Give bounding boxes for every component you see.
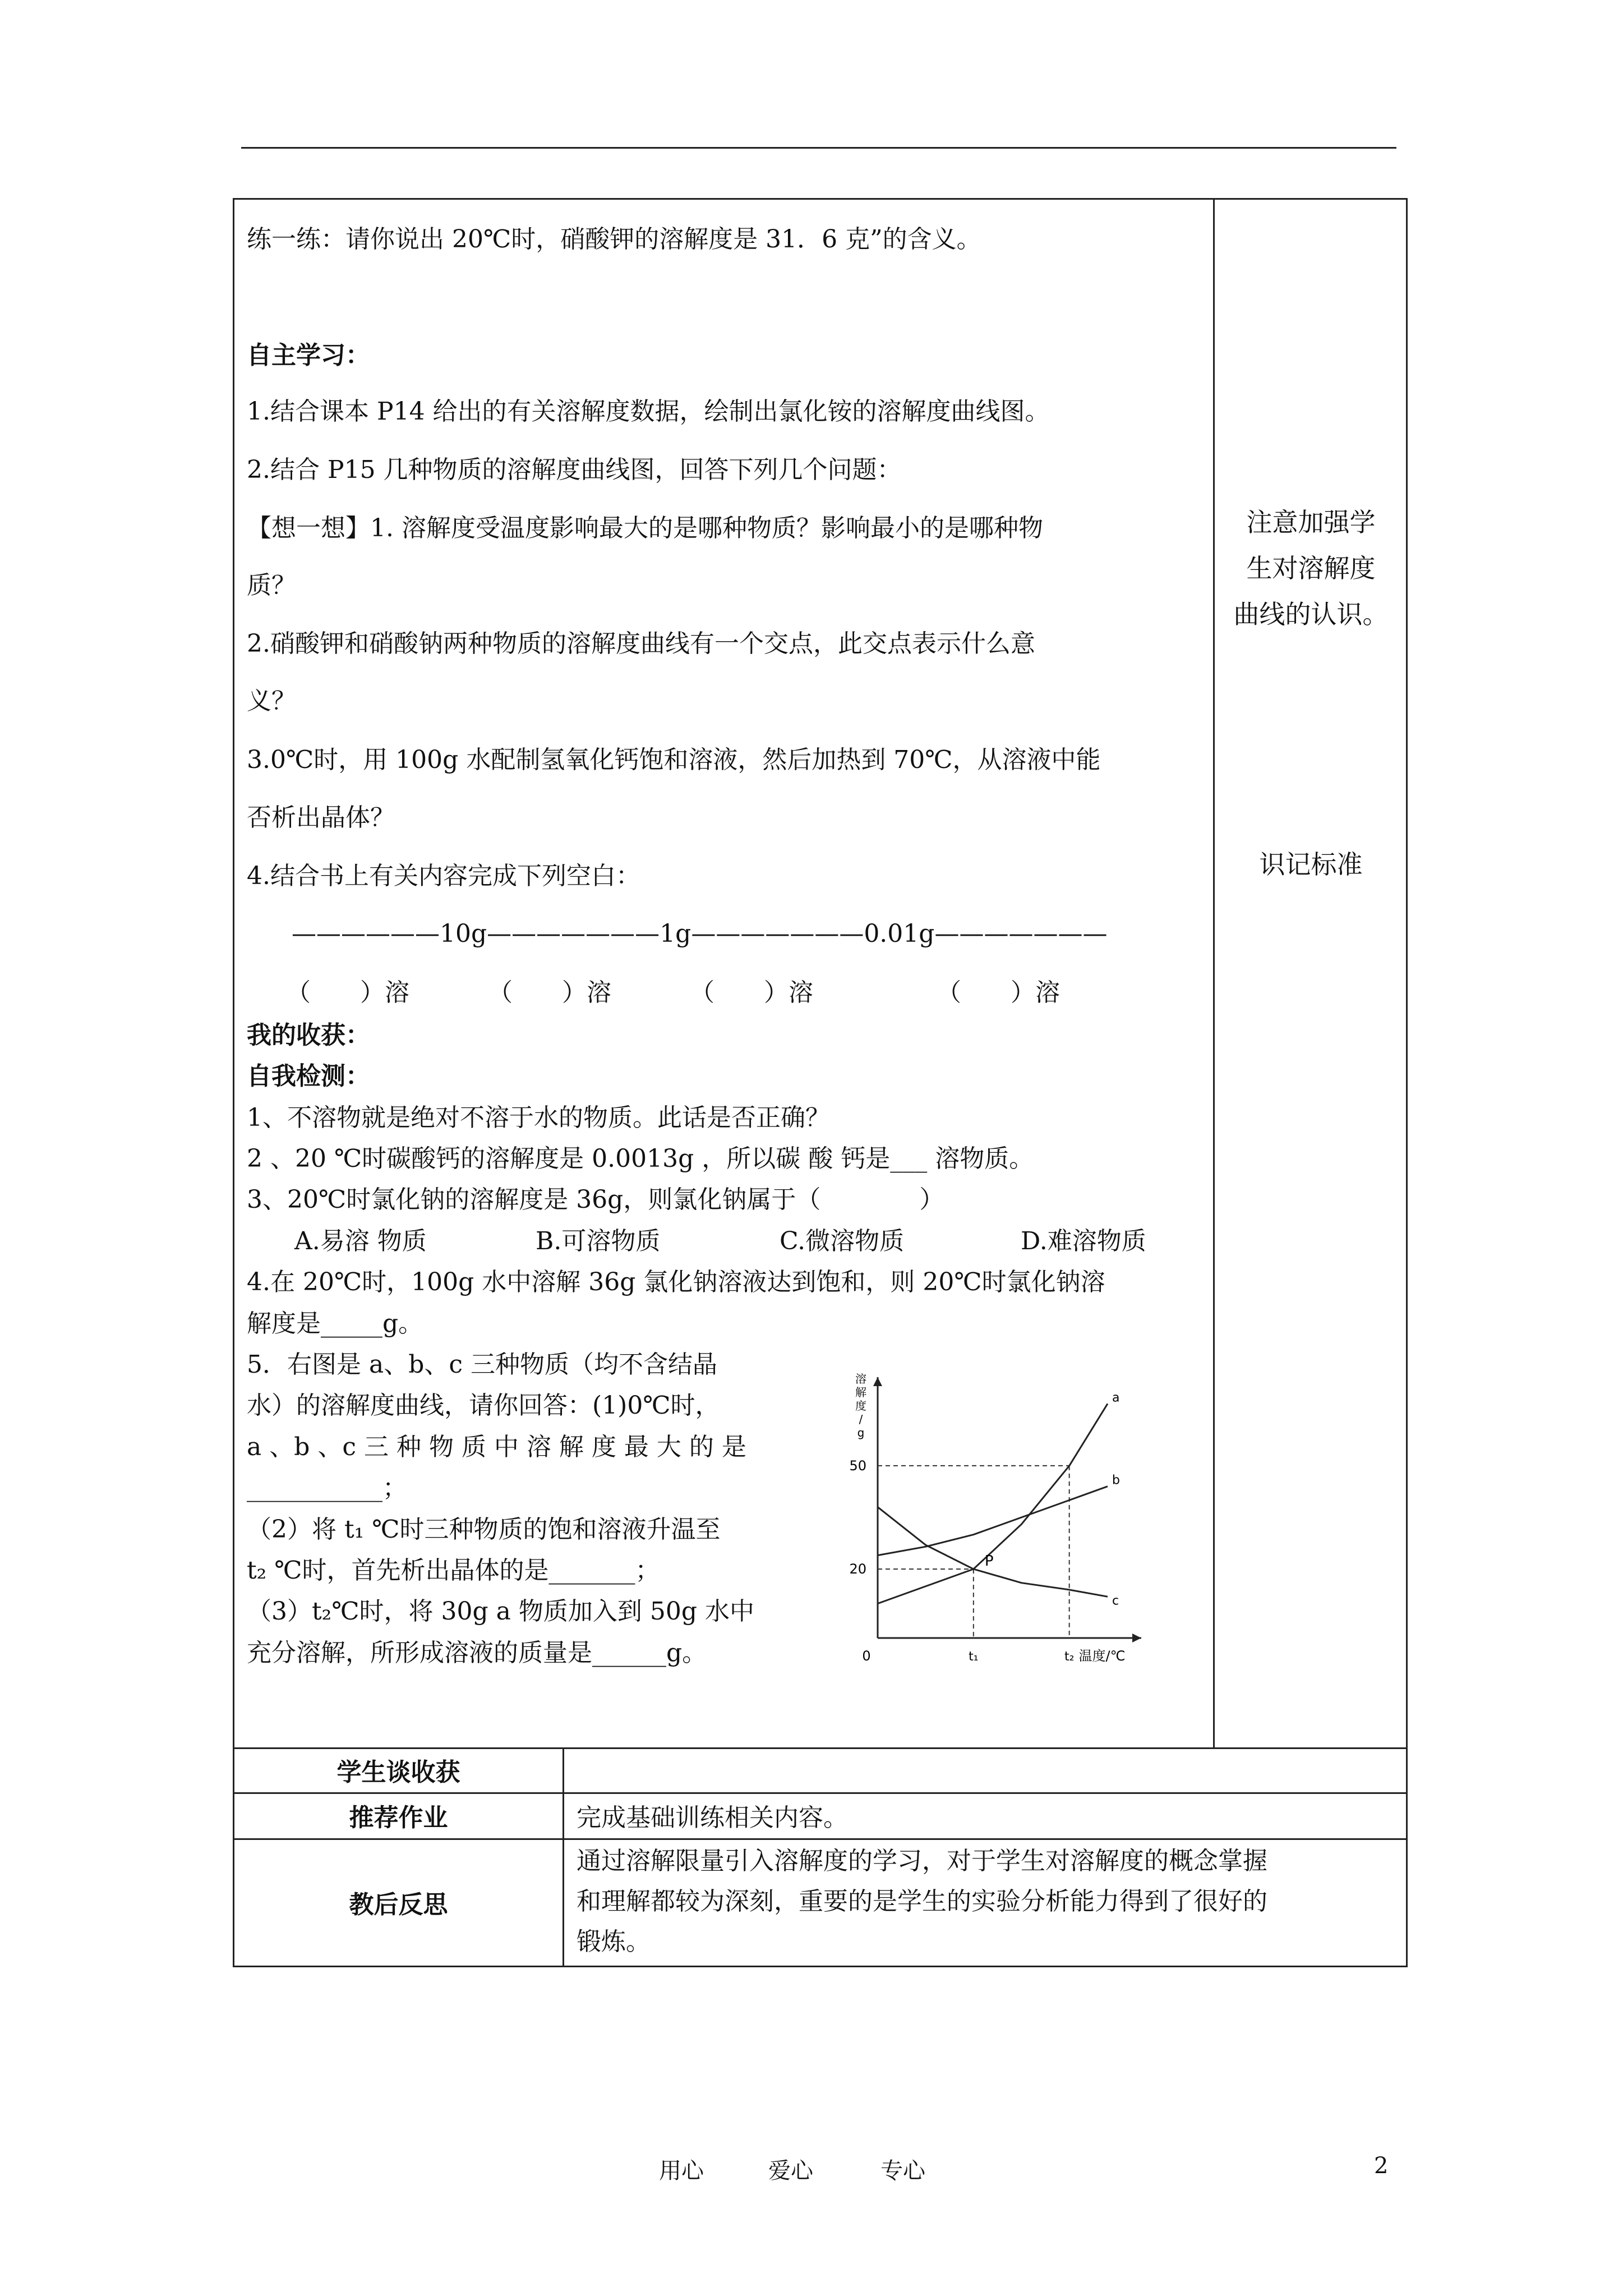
question-2a: 2.硝酸钾和硝酸钠两种物质的溶解度曲线有一个交点，此交点表示什么意 [247,629,1035,658]
question-3b: 否析出晶体？ [247,803,395,832]
test-item-2: 2 、20 ℃时碳酸钙的溶解度是 0.0013g ，所以碳 酸 钙是___ 溶物质。 [247,1144,1034,1173]
column-divider [1213,198,1215,1749]
side-note-line: 曲线的认识。 [1233,599,1389,629]
solubility-scale-line: ——————10g———————1g———————0.01g——————— [292,919,1108,948]
y-axis-arrow [873,1377,882,1386]
y-tick-label: 20 [849,1561,866,1577]
option-a: A.易溶 物质 [294,1227,427,1255]
option-c: C.微溶物质 [780,1227,905,1255]
chart-marks [849,1391,1120,1664]
test-item-5g: （3）t₂℃时，将 30g a 物质加入到 50g 水中 [247,1597,755,1626]
solubility-curve-chart [836,1363,1166,1694]
reflection-line: 锻炼。 [577,1927,651,1956]
side-note-line: 注意加强学 [1246,507,1376,537]
test-item-3: 3、20℃时氯化钠的溶解度是 36g，则氯化钠属于（ ） [247,1185,944,1214]
x-axis-label: 温度/℃ [1078,1648,1126,1664]
blank-3: （ ）溶 [690,978,813,1007]
test-item-5f: t₂ ℃时，首先析出晶体的是_______； [247,1556,660,1585]
test-item-5a: 5．右图是 a、b、c 三种物质（均不含结晶 [247,1350,718,1379]
test-item-5c: a 、b 、c 三 种 物 质 中 溶 解 度 最 大 的 是 [247,1433,746,1461]
intersection-label: P [984,1553,994,1570]
side-note-standard: 识记标准 [1259,849,1363,880]
header-rule [241,147,1396,149]
self-study-item-1: 1.结合课本 P14 给出的有关溶解度数据，绘制出氯化铵的溶解度曲线图。 [247,397,1050,426]
test-item-4b: 解度是_____g。 [247,1309,423,1338]
test-item-5h: 充分溶解，所形成溶液的质量是______g。 [247,1639,707,1667]
reflection-line: 通过溶解限量引入溶解度的学习，对于学生对溶解度的概念掌握 [577,1847,1267,1875]
row-homework [233,1792,1408,1840]
x-tick-label: t₁ [969,1650,979,1664]
y-axis-label: 溶解度/ g [855,1372,866,1439]
page-number: 2 [1374,2153,1389,2179]
question-3a: 3.0℃时，用 100g 水配制氢氧化钙饱和溶液，然后加热到 70℃，从溶液中能 [247,746,1101,774]
series-label-b: b [1112,1473,1120,1488]
series-label-a: a [1112,1391,1120,1405]
test-item-1: 1、不溶物就是绝对不溶于水的物质。此话是否正确？ [247,1103,830,1132]
series-line-b [878,1487,1108,1556]
row-reflection [233,1838,1408,1967]
test-item-5d: ___________； [247,1474,407,1502]
footer-right: 专心 [880,2158,925,2184]
test-item-5b: 水）的溶解度曲线，请你回答：(1)0℃时， [247,1391,720,1420]
footer-middle: 爱心 [768,2158,813,2184]
self-study-heading: 自主学习： [247,341,370,370]
think-question-1a: 【想一想】1. 溶解度受温度影响最大的是哪种物质？影响最小的是哪种物 [247,514,1043,542]
series-line-a [878,1404,1108,1603]
x-axis-arrow [1132,1634,1141,1642]
row-content [571,1747,1395,1792]
self-study-item-2: 2.结合 P15 几种物质的溶解度曲线图，回答下列几个问题： [247,455,902,484]
origin-label: 0 [862,1648,871,1664]
blank-4: （ ）溶 [937,978,1060,1007]
chart-axes [855,1372,1141,1664]
row-label: 学生谈收获 [234,1747,564,1792]
option-d: D.难溶物质 [1021,1227,1146,1255]
blank-2: （ ）溶 [488,978,611,1007]
row-content: 完成基础训练相关内容。 [577,1803,848,1832]
blank-1: （ ）溶 [286,978,409,1007]
side-note-line: 生对溶解度 [1246,553,1376,583]
reflection-line: 和理解都较为深刻，重要的是学生的实验分析能力得到了很好的 [577,1887,1267,1916]
option-b: B.可溶物质 [536,1227,661,1255]
harvest-heading: 我的收获： [247,1021,370,1050]
test-item-5e: （2）将 t₁ ℃时三种物质的饱和溶液升温至 [247,1515,721,1544]
selftest-heading: 自我检测： [247,1062,370,1091]
y-tick-label: 50 [849,1457,866,1474]
series-label-c: c [1112,1594,1119,1608]
practice-line: 练一练：请你说出 20℃时，硝酸钾的溶解度是 31．6 克”的含义。 [247,225,981,254]
question-2b: 义？ [247,687,296,715]
row-label: 推荐作业 [234,1792,564,1838]
row-label: 教后反思 [234,1838,564,1966]
x-tick-label: t₂ [1064,1650,1075,1664]
test-item-4a: 4.在 20℃时，100g 水中溶解 36g 氯化钠溶液达到饱和，则 20℃时氯化钠溶 [247,1268,1105,1296]
row-student-harvest [233,1747,1408,1794]
row-content [571,1838,1395,1966]
question-4: 4.结合书上有关内容完成下列空白： [247,862,640,890]
side-note-curves [1220,499,1402,637]
think-question-1b: 质？ [247,571,296,600]
footer-left: 用心 [659,2158,704,2184]
